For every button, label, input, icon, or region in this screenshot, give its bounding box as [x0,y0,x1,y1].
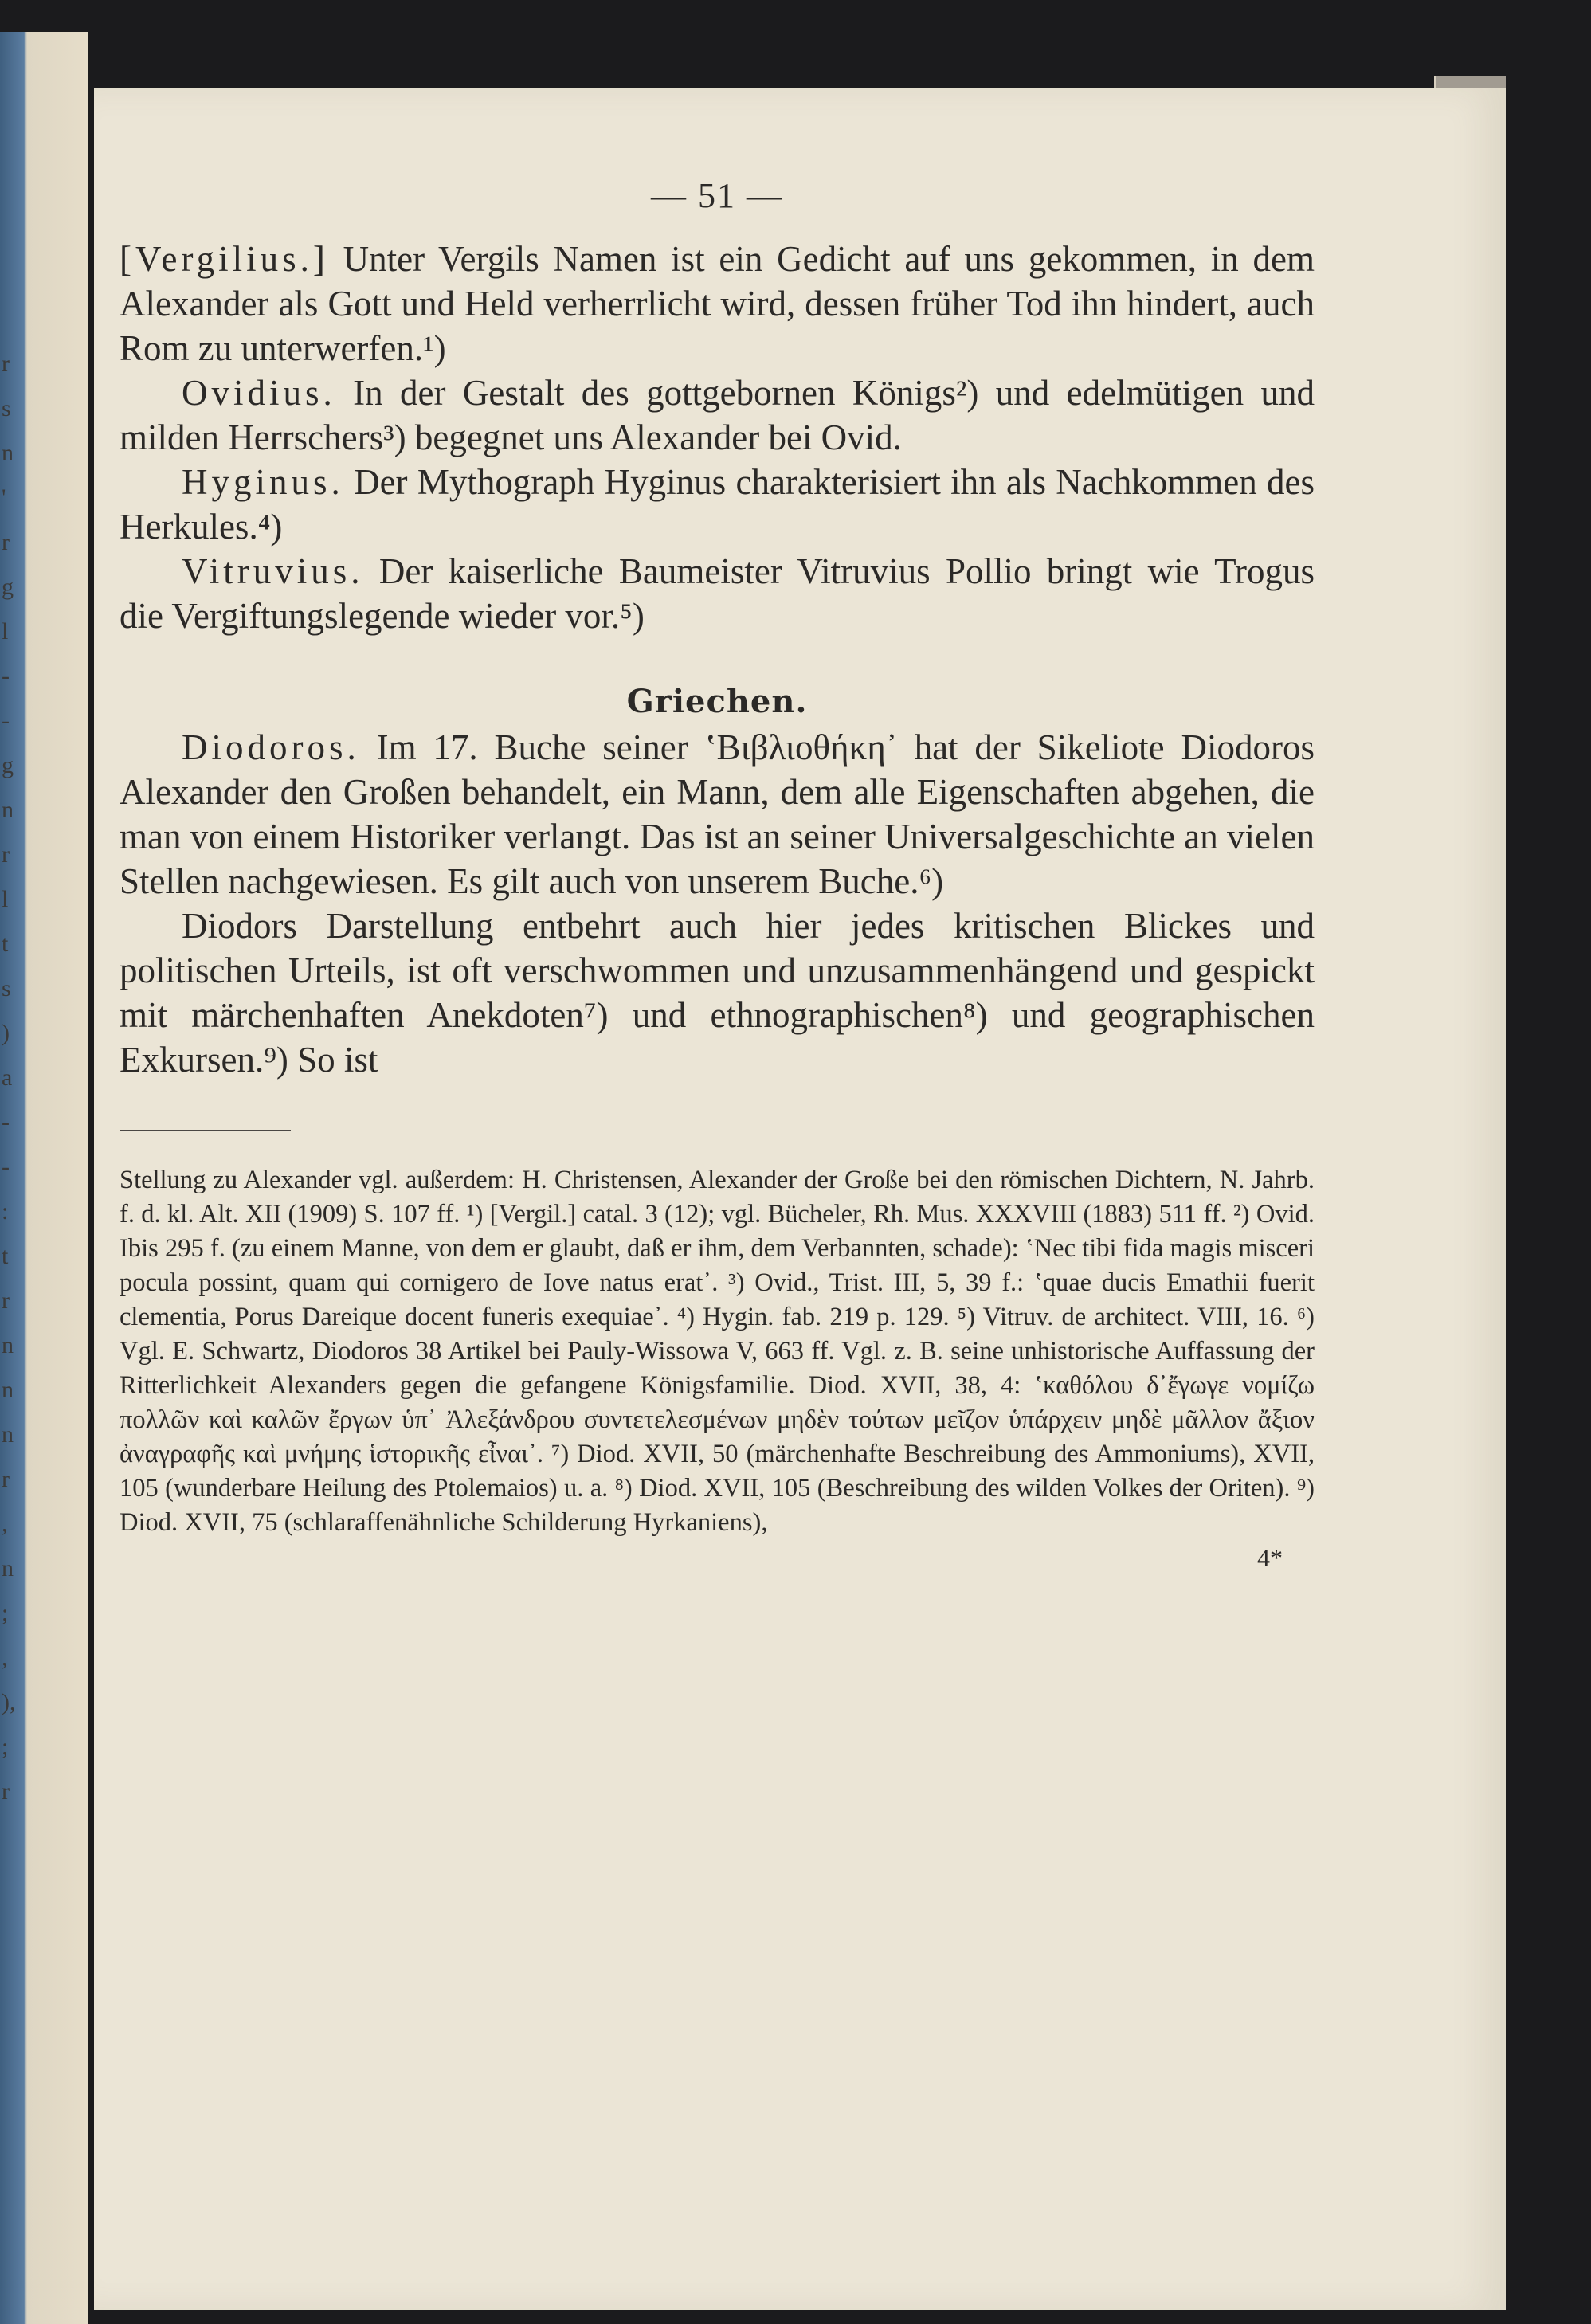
facing-page-fragment: - [2,707,10,734]
facing-page-fragment: r [2,351,10,377]
paragraph-hyginus [120,460,1315,549]
facing-page-fragment: , [2,1511,8,1537]
author-label: Vitruvius. [182,551,364,591]
facing-page-fragment: n [2,797,14,823]
facing-page-fragment: g [2,574,14,600]
author-label: Hyginus. [182,462,344,502]
paragraph-text: In der Gestalt des gottgebornen Königs²) und edelmütigen und milden Herrschers³) begegnet uns Alexander bei Ovid. [120,373,1315,457]
facing-page-fragment: - [2,1109,10,1135]
facing-page-fragment: g [2,752,14,778]
facing-page-fragment: n [2,1555,14,1581]
scan-background-top [0,0,1591,76]
page-content [120,175,1315,1573]
footnote-text: Stellung zu Alexander vgl. außerdem: H. Christensen, Alexander der Große bei den römischen Dichtern, N. Jahrb. f. d. kl. Alt. XII (1909) S. 107 ff. ¹) [Vergil.] catal. 3 (12); vgl. Bücheler, Rh. Mus. XXXVIII (1883) 511 ff. ²) Ovid. Ibis 295 f. (zu einem Manne, von dem er glaubt, daß er ihm, dem Verbannten, schade): ʽNec tibi fida magis misceri pocula possint, quam qui cornigero de Iove natus erat᾽. ³) Ovid., Trist. III, 5, 39 f.: ʽquae ducis Emathii fuerit clementia, Porus Dareique docent funeris exequiae᾽. ⁴) Hygin. fab. 219 p. 129. ⁵) Vitruv. de architect. VIII, 16. ⁶) Vgl. E. Schwartz, Diodoros 38 Artikel bei Pauly-Wissowa V, 663 ff. Vgl. z. B. seine unhistorische Auffassung der Ritterlichkeit Alexanders gegen die gefangene Königsfamilie. Diod. XVII, 38, 4: ʽκαθόλου δ᾽ἔγωγε νομίζω πολλῶν καὶ καλῶν ἔργων ὑπ᾽ Ἀλεξάνδρου συντετελεσμένων μηδὲν τούτων μεῖζον ὑπάρχειν μηδὲ μᾶλλον ἄξιον ἀναγραφῆς καὶ μνήμης ἱστορικῆς εἶναι᾽. ⁷) Diod. XVII, 50 (märchenhafte Beschreibung des Ammoniums), XVII, 105 (wunderbare Heilung des Ptolemaios) u. a. ⁸) Diod. XVII, 105 (Beschreibung des wilden Volkes der Oriten). ⁹) Diod. XVII, 75 (schlaraffenähnliche Schilderung Hyrkaniens), [120,1166,1315,1537]
facing-page-fragment: t [2,1243,9,1269]
facing-page-fragment: n [2,1332,14,1358]
facing-page-fragment: r [2,1466,10,1492]
facing-page-fragment: r [2,1287,10,1314]
facing-page-fragment: - [2,1154,10,1180]
paragraph-text: Der Mythograph Hyginus charakterisiert ihn als Nachkommen des Herkules.⁴) [120,462,1315,547]
footnotes [120,1163,1315,1540]
paragraph-text: Im 17. Buche seiner ʽΒιβλιοθήκη᾽ hat der Sikeliote Diodoros Alexander den Großen behandelt, ein Mann, dem alle Eigenschaften abgehen, die man von einem Historiker verlangt. Das ist an seiner Universalgeschichte an vielen Stellen nachgewiesen. Es gilt auch von unserem Buche.⁶) [120,727,1315,901]
facing-page-fragment: n [2,1377,14,1403]
paragraph-text: Unter Vergils Namen ist ein Gedicht auf uns gekommen, in dem Alexander als Gott und Held verherrlicht wird, dessen früher Tod ihn hindert, auch Rom zu unterwerfen.¹) [120,239,1315,368]
facing-page-fragment: ; [2,1600,9,1626]
paragraph-text: Diodors Darstellung entbehrt auch hier jedes kritischen Blickes und politischen Urteils, ist oft verschwommen und unzusammenhängend und gespickt mit märchenhaften Anekdoten⁷) und ethnographischen⁸) und geographischen Exkursen.⁹) So ist [120,906,1315,1080]
greek-section [120,725,1315,1082]
facing-page-fragment: n [2,440,14,466]
facing-page-fragment: : [2,1198,9,1225]
page-number: — 51 — [651,176,783,215]
facing-page-fragment: ' [2,484,6,511]
facing-page-fragment: l [2,618,9,645]
paragraph-vergilius [120,237,1315,370]
facing-page-fragment: a [2,1064,13,1091]
facing-page-fragment: r [2,841,10,868]
roman-section [120,237,1315,638]
section-heading: Griechen. [626,683,808,720]
paragraph-ovidius [120,370,1315,460]
facing-page-fragment: r [2,529,10,555]
facing-page-fragment: n [2,1421,14,1448]
facing-page-fragment: - [2,663,10,689]
facing-page-fragment: , [2,1644,8,1671]
facing-page-fragment: t [2,931,9,957]
footnote-divider [120,1130,291,1131]
signature-mark: 4* [1257,1543,1283,1572]
author-label: [Vergilius.] [120,239,329,279]
paragraph-vitruvius [120,549,1315,638]
paragraph-text: Der kaiserliche Baumeister Vitruvius Pollio bringt wie Trogus die Vergiftungslegende wieder vor.⁵) [120,551,1315,636]
facing-page-left [0,32,88,2324]
facing-page-fragment: s [2,975,11,1001]
author-label: Ovidius. [182,373,336,413]
facing-page-fragment: l [2,886,9,912]
facing-page-fragment: s [2,395,11,421]
facing-page-fragment: r [2,1778,10,1805]
paragraph-diodoros [120,725,1315,903]
author-label: Diodoros. [182,727,360,767]
facing-page-fragment: ) [2,1020,10,1046]
facing-page-fragment: ; [2,1734,9,1760]
paragraph-diodors-darstellung [120,903,1315,1082]
facing-page-fragment: ), [2,1689,16,1715]
